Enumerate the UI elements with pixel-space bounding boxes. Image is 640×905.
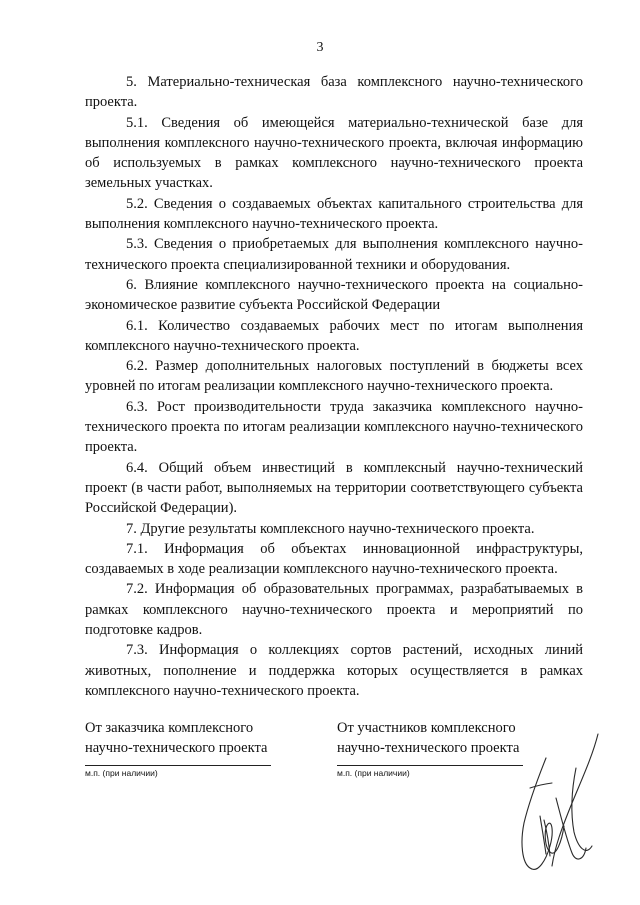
customer-signature-block	[85, 718, 280, 779]
customer-signature-label-line2: научно-технического проекта	[85, 740, 268, 757]
page-number: 3	[316, 40, 324, 55]
paragraph-6-2: 6.2. Размер дополнительных налоговых поступлений в бюджеты всех уровней по итогам реализации комплексного научно-технического проекта.	[85, 358, 583, 395]
paragraph-5-1: 5.1. Сведения об имеющейся материально-технической базе для выполнения комплексного научно-технического проекта, включая информацию об используемых в рамках комплексного научно-технического проекта земельных участках.	[85, 114, 583, 192]
paragraph-7-3: 7.3. Информация о коллекциях сортов растений, исходных линий животных, пополнение и поддержка которых осуществляется в рамках комплексного научно-технического проекта.	[85, 642, 583, 699]
participants-stamp-note: м.п. (при наличии)	[337, 767, 410, 778]
paragraph-6-3: 6.3. Рост производительности труда заказчика комплексного научно-технического проекта по итогам реализации комплексного научно-технического проекта.	[85, 398, 583, 456]
paragraph-5-2: 5.2. Сведения о создаваемых объектах капитального строительства для выполнения комплексного научно-технического проекта.	[85, 195, 583, 233]
paragraph-6-1: 6.1. Количество создаваемых рабочих мест по итогам выполнения комплексного научно-технического проекта.	[85, 317, 583, 354]
paragraph-6: 6. Влияние комплексного научно-технического проекта на социально-экономическое развитие субъекта Российской Федерации	[85, 276, 583, 314]
paragraph-7-1: 7.1. Информация об объектах инновационной инфраструктуры, создаваемых в ходе реализации комплексного научно-технического проекта.	[85, 540, 583, 578]
participants-signature-label-line1: От участников комплексного	[337, 720, 516, 736]
paragraph-5: 5. Материально-техническая база комплексного научно-технического проекта.	[85, 74, 583, 111]
paragraph-7-2: 7.2. Информация об образовательных программах, разрабатываемых в рамках комплексного научно-технического проекта и мероприятий по подготовке кадров.	[85, 581, 583, 639]
paragraph-6-4: 6.4. Общий объем инвестиций в комплексный научно-технический проект (в части работ, выполняемых на территории соответствующего субъекта Российской Федерации).	[85, 459, 583, 517]
customer-signature-line	[85, 765, 271, 766]
handwritten-signature	[500, 728, 610, 888]
participants-signature-label-line2: научно-технического проекта	[337, 740, 520, 757]
customer-stamp-note: м.п. (при наличии)	[85, 767, 158, 778]
document-body	[85, 72, 583, 701]
paragraph-7: 7. Другие результаты комплексного научно-технического проекта.	[126, 520, 535, 537]
participants-signature-line	[337, 765, 523, 766]
paragraph-5-3: 5.3. Сведения о приобретаемых для выполнения комплексного научно-технического проекта специализированной техники и оборудования.	[85, 236, 583, 273]
customer-signature-label-line1: От заказчика комплексного	[85, 720, 254, 736]
